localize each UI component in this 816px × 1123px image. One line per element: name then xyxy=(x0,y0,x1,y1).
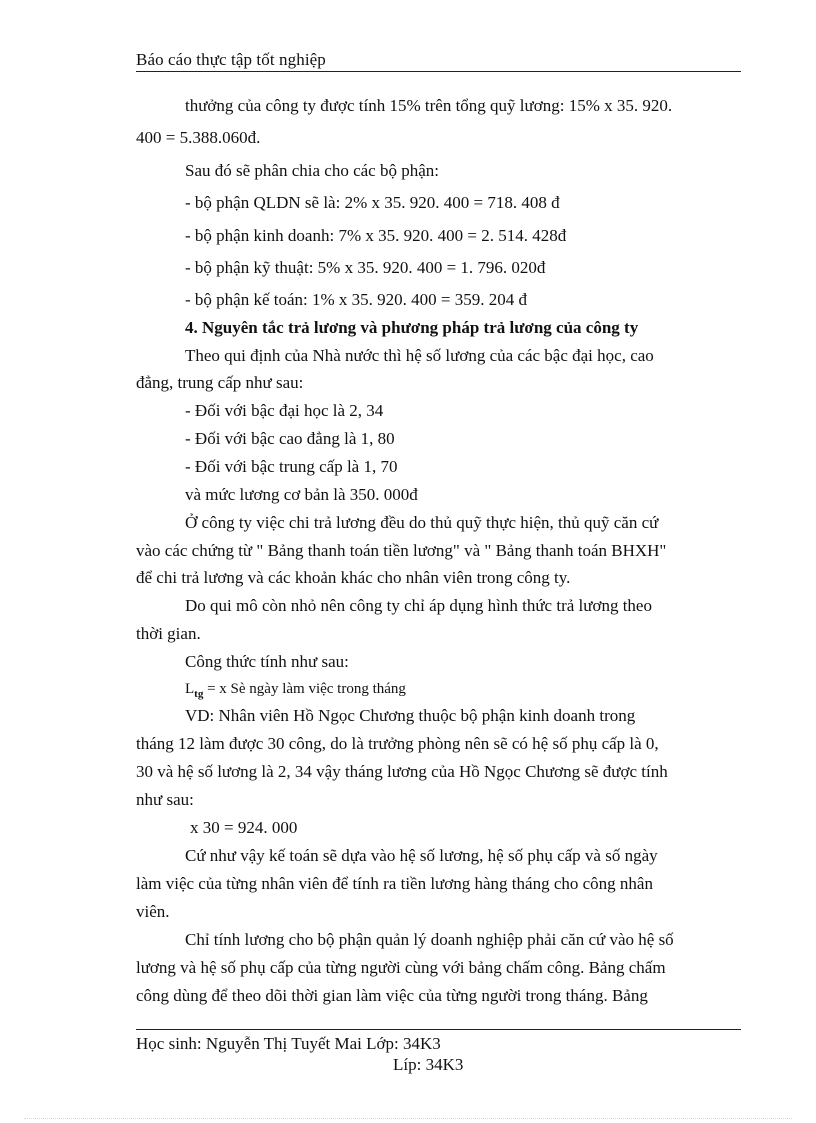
list-item: - bộ phận kỹ thuật: 5% x 35. 920. 400 = 1. 796. 020đ xyxy=(185,258,546,277)
list-item: - bộ phận QLDN sẽ là: 2% x 35. 920. 400 = 718. 408 đ xyxy=(185,193,560,212)
paragraph-line: đẳng, trung cấp như sau: xyxy=(136,373,304,392)
formula-result: x 30 = 924. 000 xyxy=(190,818,298,837)
page-bottom-edge xyxy=(24,1118,792,1119)
list-item: - Đối với bậc cao đẳng là 1, 80 xyxy=(185,429,395,448)
paragraph-line: Cứ như vậy kế toán sẽ dựa vào hệ số lương, hệ số phụ cấp và số ngày xyxy=(185,846,658,865)
section-heading: 4. Nguyên tắc trả lương và phương pháp trả lương của công ty xyxy=(185,318,639,337)
formula-text: = x Sè ngày làm việc trong tháng xyxy=(207,681,406,697)
header-divider xyxy=(136,71,741,72)
paragraph-line: công dùng để theo dõi thời gian làm việc của từng người trong tháng. Bảng xyxy=(136,986,648,1005)
list-item: - Đối với bậc trung cấp là 1, 70 xyxy=(185,457,398,476)
paragraph-line: như sau: xyxy=(136,790,194,809)
paragraph-line: Ở công ty việc chi trả lương đều do thủ quỹ thực hiện, thủ quỹ căn cứ xyxy=(185,513,659,532)
footer-class: Líp: 34K3 xyxy=(393,1055,464,1074)
footer-student: Học sinh: Nguyễn Thị Tuyết Mai Lớp: 34K3 xyxy=(136,1034,441,1053)
paragraph-line: Theo qui định của Nhà nước thì hệ số lương của các bậc đại học, cao xyxy=(185,346,654,365)
formula-subscript: tg xyxy=(194,688,204,700)
formula-symbol: L xyxy=(185,681,195,697)
paragraph-line: VD: Nhân viên Hồ Ngọc Chương thuộc bộ phận kinh doanh trong xyxy=(185,706,636,725)
paragraph-line: vào các chứng từ " Bảng thanh toán tiền lương" và " Bảng thanh toán BHXH" xyxy=(136,541,667,560)
formula-line xyxy=(185,679,406,700)
paragraph-line: viên. xyxy=(136,902,170,921)
paragraph-line: làm việc của từng nhân viên để tính ra tiền lương hàng tháng cho công nhân xyxy=(136,874,653,893)
paragraph-line: Do qui mô còn nhỏ nên công ty chỉ áp dụng hình thức trả lương theo xyxy=(185,596,652,615)
header-title: Báo cáo thực tập tốt nghiệp xyxy=(136,50,326,69)
paragraph-line: Sau đó sẽ phân chia cho các bộ phận: xyxy=(185,161,439,180)
paragraph-line: tháng 12 làm được 30 công, do là trưởng phòng nên sẽ có hệ số phụ cấp là 0, xyxy=(136,734,659,753)
footer-divider xyxy=(136,1029,741,1030)
paragraph-line: Chỉ tính lương cho bộ phận quản lý doanh nghiệp phải căn cứ vào hệ số xyxy=(185,930,674,949)
paragraph-line: lương và hệ số phụ cấp của từng người cùng với bảng chấm công. Bảng chấm xyxy=(136,958,666,977)
paragraph-line: 30 và hệ số lương là 2, 34 vậy tháng lương của Hồ Ngọc Chương sẽ được tính xyxy=(136,762,668,781)
paragraph-line: để chi trả lương và các khoản khác cho nhân viên trong công ty. xyxy=(136,568,571,587)
list-item: - bộ phận kinh doanh: 7% x 35. 920. 400 = 2. 514. 428đ xyxy=(185,226,567,245)
paragraph-line: Công thức tính như sau: xyxy=(185,652,349,671)
list-item: - Đối với bậc đại học là 2, 34 xyxy=(185,401,384,420)
paragraph-line: thời gian. xyxy=(136,624,201,643)
paragraph-line: 400 = 5.388.060đ. xyxy=(136,128,261,147)
list-item: - bộ phận kế toán: 1% x 35. 920. 400 = 359. 204 đ xyxy=(185,290,527,309)
paragraph-line: và mức lương cơ bản là 350. 000đ xyxy=(185,485,418,504)
paragraph-line: thưởng của công ty được tính 15% trên tổng quỹ lương: 15% x 35. 920. xyxy=(185,96,673,115)
